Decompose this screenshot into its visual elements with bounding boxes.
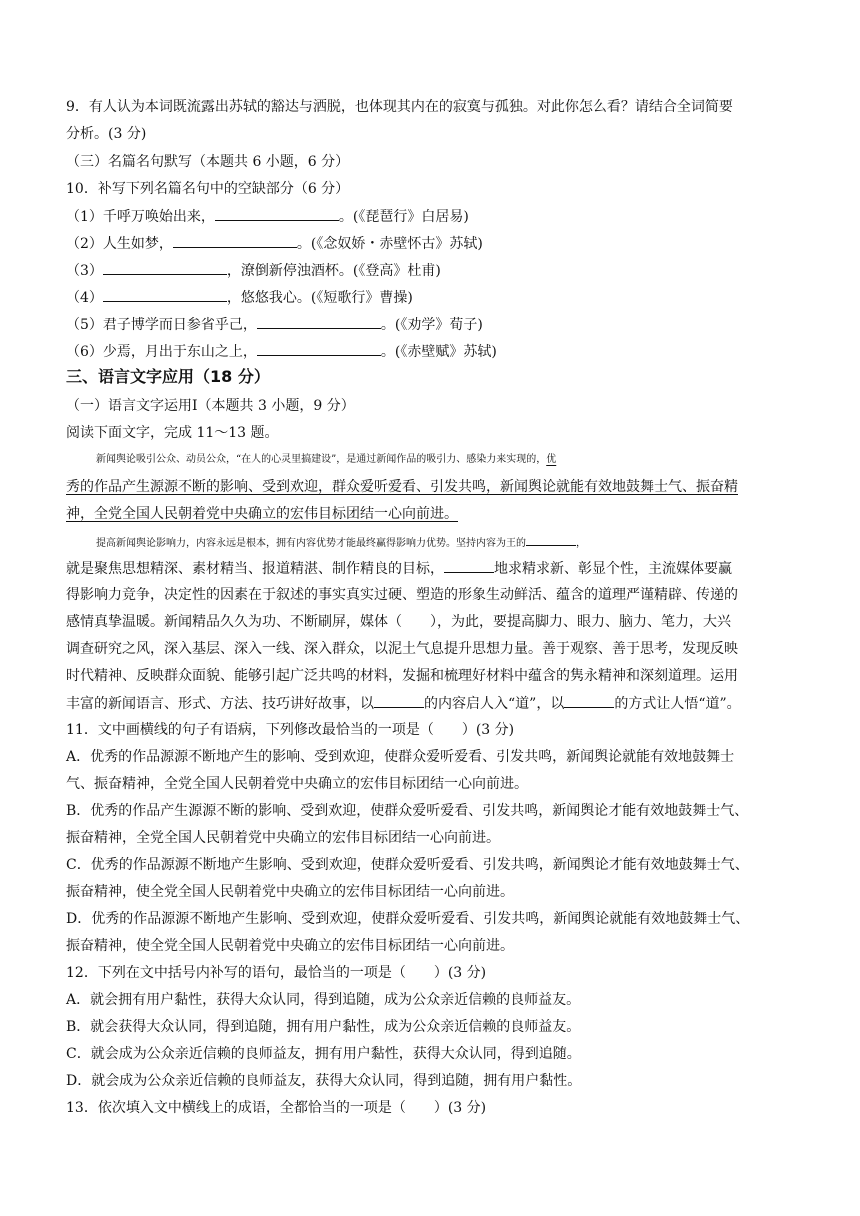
passage-p2-line4: 感情真挚温暖。新闻精品久久为功、不断刷屏，媒体（ ），为此，要提高脚力、眼力、脑力、笔力，大兴 <box>66 614 731 630</box>
q12-option-c[interactable]: C．就会成为公众亲近信赖的良师益友，拥有用户黏性，获得大众认同，得到追随。 <box>66 1046 581 1062</box>
passage-p2-line7: 丰富的新闻语言、形式、方法、技巧讲好故事，以 的内容启人入“道”，以 的方式让人悟“道”。 <box>66 693 796 714</box>
q11-option-b-line2[interactable]: 振奋精神，全党全国人民朝着党中央确立的宏伟目标团结一心向前进。 <box>66 830 500 846</box>
q12-stem: 12．下列在文中括号内补写的语句，最恰当的一项是（ ）(3 分) <box>66 965 487 981</box>
fill-blank[interactable] <box>526 531 576 546</box>
passage-p1-line1: 新闻舆论吸引公众、动员公众，“在人的心灵里搞建设”，是通过新闻作品的吸引力、感染力来实现的，优 <box>96 454 557 465</box>
q10-item-2: （2）人生如梦， 。(《念奴娇・赤壁怀古》苏轼) <box>66 233 796 254</box>
q11-option-d-line1[interactable]: D．优秀的作品源源不断地产生影响、受到欢迎，使群众爱听爱看、引发共鸣，新闻舆论就能有效地鼓舞士气、 <box>66 911 750 927</box>
q10-stem: 10．补写下列名篇名句中的空缺部分（6 分） <box>66 181 350 197</box>
fill-blank[interactable] <box>564 693 614 708</box>
passage-p2-line2: 就是聚焦思想精深、素材精当、报道精湛、制作精良的目标， 地求精求新、彰显个性，主流媒体要赢 <box>66 558 796 579</box>
q12-option-b[interactable]: B．就会获得大众认同，得到追随，拥有用户黏性，成为公众亲近信赖的良师益友。 <box>66 1019 581 1035</box>
q11-option-d-line2[interactable]: 振奋精神，使全党全国人民朝着党中央确立的宏伟目标团结一心向前进。 <box>66 938 514 954</box>
passage-p1-line2: 秀的作品产生源源不断的影响、受到欢迎，群众爱听爱看、引发共鸣，新闻舆论就能有效地鼓舞士气、振奋精 <box>66 479 738 495</box>
fill-blank[interactable] <box>257 341 381 356</box>
q9-line2: 分析。(3 分) <box>66 126 147 142</box>
section3-sub: （一）语言文字运用Ⅰ（本题共 3 小题，9 分） <box>66 398 355 414</box>
section3-title: 三、语言文字应用（18 分） <box>66 367 270 386</box>
section3-instruction: 阅读下面文字，完成 11～13 题。 <box>66 425 279 441</box>
fill-blank[interactable] <box>374 693 424 708</box>
q11-option-b-line1[interactable]: B．优秀的作品产生源源不断的影响、受到欢迎，使群众爱听爱看、引发共鸣，新闻舆论才能有效地鼓舞士气、 <box>66 803 749 819</box>
fill-blank[interactable] <box>103 260 227 275</box>
passage-p2-line1: 提高新闻舆论影响力，内容永远是根本，拥有内容优势才能最终赢得影响力优势。坚持内容为王的 ， <box>96 531 826 554</box>
q10-item-3: （3） ，潦倒新停浊酒杯。(《登高》杜甫) <box>66 260 796 281</box>
q11-option-a-line2[interactable]: 气、振奋精神，全党全国人民朝着党中央确立的宏伟目标团结一心向前进。 <box>66 776 528 792</box>
passage-p2-line3: 得影响力竞争，决定性的因素在于叙述的事实真实过硬、塑造的形象生动鲜活、蕴含的道理严谨精辟、传递的 <box>66 587 738 603</box>
fill-blank[interactable] <box>103 287 227 302</box>
q13-stem: 13．依次填入文中横线上的成语，全都恰当的一项是（ ）(3 分) <box>66 1100 487 1116</box>
q11-stem: 11．文中画横线的句子有语病，下列修改最恰当的一项是（ ）(3 分) <box>66 722 515 738</box>
passage-p2-line5: 调查研究之风，深入基层、深入一线、深入群众，以泥土气息提升思想力量。善于观察、善于思考，发现反映 <box>66 641 738 657</box>
q10-item-6: （6）少焉，月出于东山之上， 。(《赤壁赋》苏轼) <box>66 341 796 362</box>
q9-line1: 9．有人认为本词既流露出苏轼的豁达与洒脱，也体现其内在的寂寞与孤独。对此你怎么看？请结合全词简要 <box>66 99 733 115</box>
part3-title: （三）名篇名句默写（本题共 6 小题，6 分） <box>66 154 350 170</box>
fill-blank[interactable] <box>215 206 339 221</box>
q10-item-1: （1）千呼万唤始出来， 。(《琵琶行》白居易) <box>66 206 796 227</box>
passage-p1-line3: 神，全党全国人民朝着党中央确立的宏伟目标团结一心向前进。 <box>66 506 458 522</box>
q11-option-c-line2[interactable]: 振奋精神，使全党全国人民朝着党中央确立的宏伟目标团结一心向前进。 <box>66 884 514 900</box>
passage-p2-line6: 时代精神、反映群众面貌、能够引起广泛共鸣的材料，发掘和梳理好材料中蕴含的隽永精神和深刻道理。运用 <box>66 668 738 684</box>
q10-item-4: （4） ，悠悠我心。(《短歌行》曹操) <box>66 287 796 308</box>
fill-blank[interactable] <box>257 314 381 329</box>
q11-option-c-line1[interactable]: C．优秀的作品源源不断地产生影响、受到欢迎，使群众爱听爱看、引发共鸣，新闻舆论才能有效地鼓舞士气、 <box>66 857 749 873</box>
q11-option-a-line1[interactable]: A．优秀的作品源源不断地产生的影响、受到欢迎，使群众爱听爱看、引发共鸣，新闻舆论就能有效地鼓舞士 <box>66 749 735 765</box>
q12-option-a[interactable]: A．就会拥有用户黏性，获得大众认同，得到追随，成为公众亲近信赖的良师益友。 <box>66 992 581 1008</box>
fill-blank[interactable] <box>173 233 297 248</box>
fill-blank[interactable] <box>444 558 494 573</box>
q12-option-d[interactable]: D．就会成为公众亲近信赖的良师益友，获得大众认同，得到追随，拥有用户黏性。 <box>66 1073 582 1089</box>
q10-item-5: （5）君子博学而日参省乎己， 。(《劝学》荀子) <box>66 314 796 335</box>
